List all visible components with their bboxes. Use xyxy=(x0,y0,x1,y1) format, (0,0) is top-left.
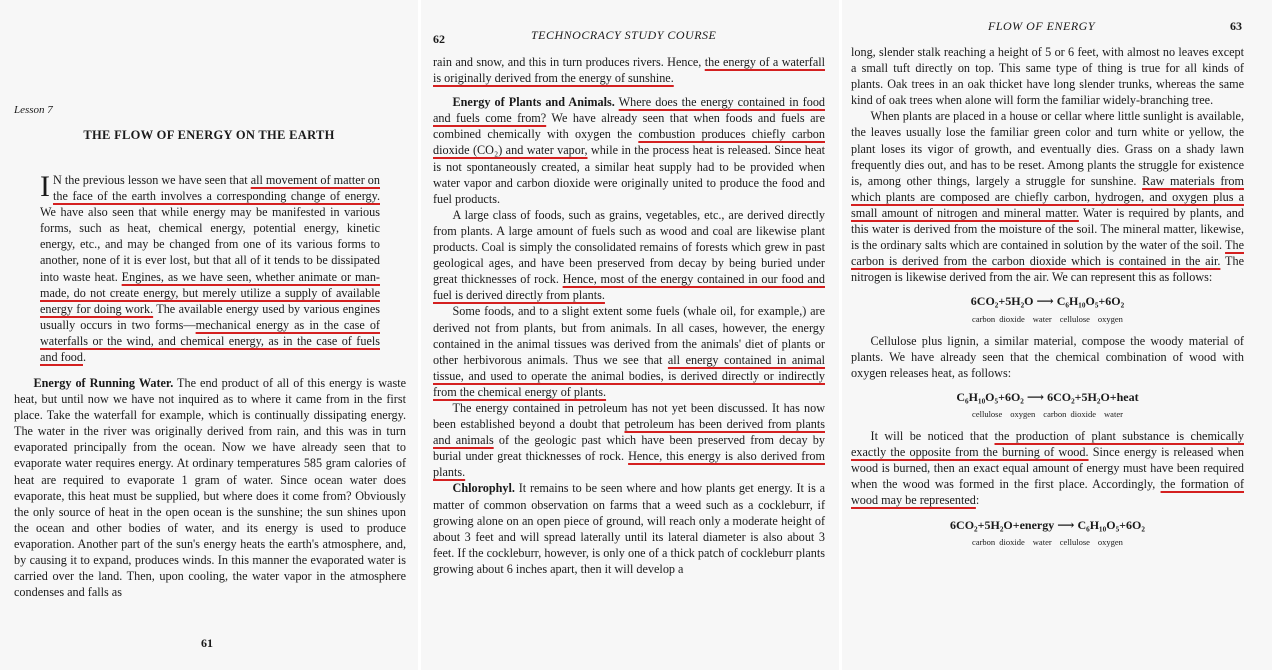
paragraph: Chlorophyl. It remains to be seen where and how plants get energy. It is a matter of common observation on farms that a weed such as a cockleburr, if growing alone on an open piece of ground, will reach only a moderate height of about 3 feet and will spread laterally until its lateral diameter is also about 3 feet. If the cockleburr, however, is only one of a thick patch of cockleburr plants growing about 6 inches apart, then it will develop a xyxy=(433,481,825,576)
equation-formula: 6CO₂+5H₂O+energy ⟶ C₆H₁₀O₅+6O₂ xyxy=(950,517,1145,532)
left-body-2 xyxy=(14,375,406,600)
paragraph: Some foods, and to a slight extent some fuels (whale oil, for example,) are derived not from plants, but from animals. In all cases, however, the energy contained in the animal tissues was derived from the animals' diet of plants or other herbivorous animals. Thus we see that all energy contained in animal tissue, and used to operate the animal bodies, is derived directly or indirectly from the chemical energy of plants. xyxy=(433,304,826,399)
paragraph: Cellulose plus lignin, a similar material, compose the woody material of plants. We have already seen that the chemical combination of wood with oxygen releases heat, as follows: xyxy=(851,333,1244,380)
paragraph: A large class of foods, such as grains, vegetables, etc., are derived directly from plants. A large amount of fuels such as wood and coal are likewise plant products. Coal is simply the consolidated remains of forests which grew in past geological ages, and have been preserved from decay by being buried under great thicknesses of rock. Hence, most of the energy contained in our food and fuel is derived directly from plants. xyxy=(433,207,825,303)
chapter-title: THE FLOW OF ENERGY ON THE EARTH xyxy=(83,128,335,142)
underlined-passage: the production of plant substance is chemically exactly the opposite from the burning of wood. xyxy=(851,429,1244,460)
middle-body xyxy=(433,54,825,577)
underlined-passage: mechanical energy as in the case of waterfalls or the wind, and chemical energy, as in the case of fuels and food xyxy=(40,317,380,365)
right-body xyxy=(851,44,1244,556)
underlined-passage: combustion produces chiefly carbon dioxide (CO₂) and water vapor, xyxy=(433,127,825,158)
underlined-passage: Hence, this energy is also derived from plants. xyxy=(433,449,825,480)
underlined-passage: all movement of matter on the face of the earth involves a corresponding change of energy. xyxy=(53,173,380,204)
underlined-passage: all energy contained in animal tissue, and used to operate the animal bodies, is derived directly or indirectly from the chemical energy of plants. xyxy=(433,352,826,399)
equation-formula: C₆H₁₀O₅+6O₂ ⟶ 6CO₂+5H₂O+heat xyxy=(956,389,1139,404)
running-head: TECHNOCRACY STUDY COURSE xyxy=(531,28,717,42)
page-number: 62 xyxy=(433,32,445,46)
equation-combustion xyxy=(851,389,1244,422)
paragraph: The energy contained in petroleum has not yet been discussed. It has now been established beyond a doubt that petroleum has been derived from plants and animals of the geologic past which have been preserved from decay by burial under great thicknesses of rock. Hence, this energy is also derived from plants. xyxy=(433,400,825,480)
paragraph: rain and snow, and this in turn produces rivers. Hence, the energy of a waterfall is originally derived from the energy of sunshine. xyxy=(433,55,825,86)
running-water-paragraph: Energy of Running Water. The end product of all of this energy is waste heat, but until now we have not inquired as to where it came from in the first place. Take the waterfall for example, which is continually dissipating energy. The water in the river was originally derived from rain, and this was in turn evaporated principally from the ocean. Now we have already seen that to evaporate water requires energy. At ordinary temperatures 585 gram calories of heat are required to evaporate 1 gram of water. Since ocean water does evaporate, this heat must be supplied, but where does it come from? Obviously the only source of heat in the open ocean is the sunshine; the sun shines upon the ocean and other bodies of water, and its energy is used to produce evaporation. Another part of the sun's energy heats the earth's atmosphere, and, by causing it to expand, produces winds. In this manner the evaporated water is carried over the land. Then, upon cooling, the water vapor in the atmosphere condenses and falls as xyxy=(14,376,406,600)
lesson-label: Lesson 7 xyxy=(14,104,53,116)
paragraph: Energy of Plants and Animals. Where does the energy contained in food and fuels come from? We have already seen that when foods and fuels are combined chemically with oxygen the combustion produces chiefly carbon dioxide (CO₂) and water vapor, while in the process heat is released. Since heat is not spontaneously created, a similar heat supply had to be provided when water vapor and carbon dioxide were originally united to produce the food and fuel products. xyxy=(433,95,826,206)
underlined-passage: Where does the energy contained in food and fuels come from? xyxy=(433,95,826,126)
equation-labels: cellulose oxygen carbon dioxide water xyxy=(972,408,1123,419)
equation-wood-formation xyxy=(851,517,1244,550)
page-number: 63 xyxy=(1230,19,1242,33)
section-heading: Energy of Running Water. xyxy=(33,376,174,390)
section-heading: Chlorophyl. xyxy=(452,481,515,496)
page-63 xyxy=(842,0,1272,670)
paragraph: It will be noticed that the production of plant substance is chemically exactly the opposite from the burning of wood. Since energy is released when wood is burned, then an exact equal amount of energy must have been required when the wood was formed in the first place. Accordingly, the formation of wood may be represented: xyxy=(851,429,1244,508)
page-61 xyxy=(0,0,418,670)
underlined-passage: The carbon is derived from the carbon dioxide which is contained in the air. xyxy=(851,238,1244,269)
intro-paragraph: I N the previous lesson we have seen that all movement of matter on the face of the earth involves a corresponding change of energy. We have also seen that while energy may be manifested in various forms, such as heat, chemical energy, potential energy, kinetic energy, etc., and may be changed from one of its various forms to another, none of it is ever lost, but that all of it tends to be dissipated into waste heat. Engines, as we have seen, whether animate or man-made, do not create energy, but merely utilize a supply of available energy for doing work. The available energy used by various engines usually occurs in two forms—mechanical energy as in the case of waterfalls or the wind, and chemical energy, as in the case of fuels and food. xyxy=(40,170,380,365)
page-number: 61 xyxy=(201,636,213,650)
underlined-passage: the formation of wood may be represented xyxy=(851,477,1244,508)
paragraph: long, slender stalk reaching a height of 5 or 6 feet, with almost no leaves except a small tuft directly on top. This same type of thing is true for all kinds of plants. Oak trees in an oak thicket have long slender trunks, whereas the same kind of oak trees when alone will form the familiar widely-branching tree. xyxy=(851,45,1244,108)
equation-formula: 6CO₂+5H₂O ⟶ C₆H₁₀O₅+6O₂ xyxy=(970,294,1125,309)
equation-labels: carbon dioxide water cellulose oxygen xyxy=(972,313,1123,324)
equation-labels: carbon dioxide water cellulose oxygen xyxy=(972,536,1123,547)
page-62 xyxy=(421,0,839,670)
underlined-passage: Engines, as we have seen, whether animate or man-made, do not create energy, but merely utilize a supply of available energy for doing work. xyxy=(40,269,380,316)
underlined-passage: the energy of a waterfall is originally derived from the energy of sunshine. xyxy=(433,55,825,86)
drop-cap: I xyxy=(40,170,50,203)
left-body-1 xyxy=(40,172,380,365)
equation-photosynthesis xyxy=(851,293,1244,326)
underlined-passage: Hence, most of the energy contained in our food and fuel is derived directly from plants. xyxy=(433,272,825,303)
underlined-passage: Raw materials from which plants are composed are chiefly carbon, hydrogen, and oxygen plus a small amount of nitrogen and mineral matter. xyxy=(851,173,1245,220)
running-head: FLOW OF ENERGY xyxy=(988,19,1095,33)
section-heading: Energy of Plants and Animals. xyxy=(452,95,615,110)
underlined-passage: petroleum has been derived from plants and animals xyxy=(433,417,825,448)
paragraph: When plants are placed in a house or cellar where little sunlight is available, the leaves usually lose the familiar green color and turn white or yellow, the plant loses its vigor of growth, and eventually dies. Grass on a shady lawn frequently dies out, and has to be reset. Among plants the struggle for existence is, among other things, largely a struggle for sunshine. Raw materials from which plants are composed are chiefly carbon, hydrogen, and oxygen plus a small amount of nitrogen and mineral matter. Water is required by plants, and this water is derived from the moisture of the soil. The mineral matter, likewise, is the ordinary salts which are contained in solution by the water of the soil. The carbon is derived from the carbon dioxide which is contained in the air. The nitrogen is likewise derived from the air. We can represent this as follows: xyxy=(851,109,1245,285)
